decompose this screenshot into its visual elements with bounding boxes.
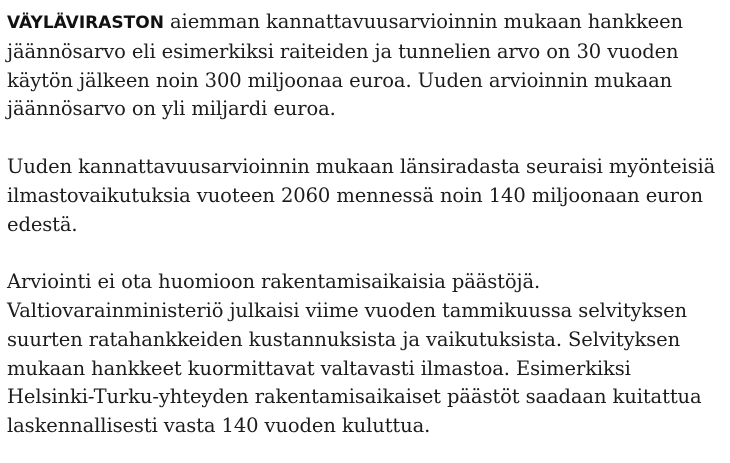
paragraph-3 xyxy=(7,268,723,441)
article-body xyxy=(7,8,723,441)
paragraph-text: Uuden kannattavuusarvioinnin mukaan länsiradasta seuraisi myönteisiä ilmastovaikutuksia vuoteen 2060 mennessä noin 140 miljoonaan euron edestä. xyxy=(7,154,716,236)
paragraph-text: Arviointi ei ota huomioon rakentamisaikaisia päästöjä. Valtiovarainministeriö julkaisi viime vuoden tammikuussa selvityksen suurten ratahankkeiden kustannuksista ja vaikutuksista. Selvityksen mukaan hankkeet kuormittavat valtavasti ilmastoa. Esimerkiksi Helsinki-Turku-yhteyden rakentamisaikaiset päästöt saadaan kuitattua laskennallisesti vasta 140 vuoden kuluttua. xyxy=(7,270,702,438)
paragraph-1 xyxy=(7,8,723,124)
paragraph-2 xyxy=(7,153,723,239)
paragraph-text: aiemman kannattavuusarvioinnin mukaan hankkeen jäännösarvo eli esimerkiksi raiteiden ja tunnelien arvo on 30 vuoden käytön jälkeen noin 300 miljoonaa euroa. Uuden arvioinnin mukaan jäännösarvo on yli miljardi euroa. xyxy=(7,10,684,121)
paragraph-lead: VÄYLÄVIRASTON xyxy=(7,13,164,33)
